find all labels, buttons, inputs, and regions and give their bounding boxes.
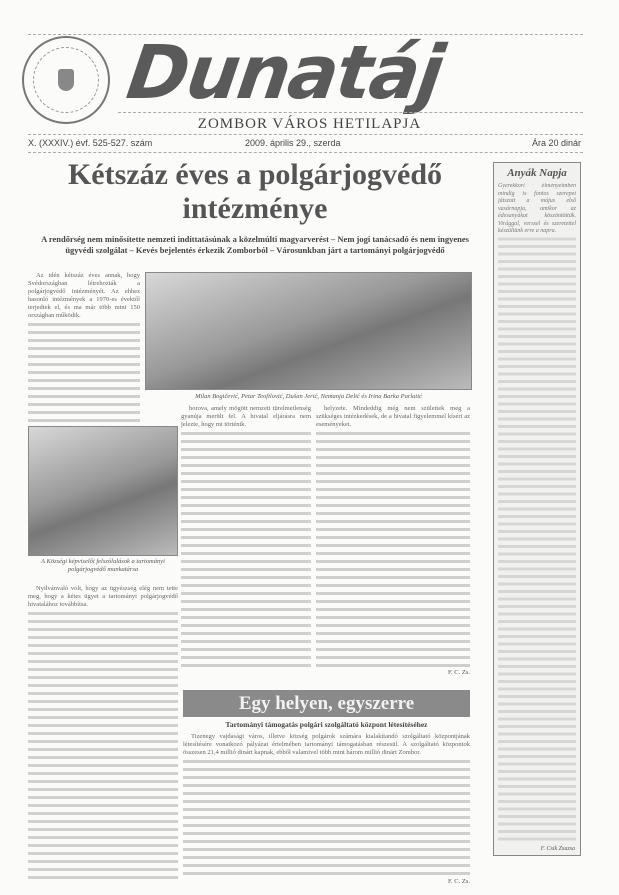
lead-column-3	[181, 405, 311, 670]
lead-headline: Kétszáz éves a polgárjogvédő intézménye	[67, 158, 443, 225]
second-subhead: Tartományi támogatás polgári szolgáltató központ létesítéséhez	[225, 720, 428, 729]
price: Ára 20 dinár	[531, 138, 581, 148]
issue-date: 2009. április 29., szerda	[245, 138, 341, 148]
paragraph: Az idén kétszáz éves annak, hogy Svédországban létrehozták a polgárjogvédő intézményét. Az ehhez hasonló intézmények a 1970-es évektől terjedtek el, és ma már több mint 150 országban működik.	[28, 272, 140, 319]
lead-column-1	[28, 272, 140, 422]
paragraph: Gyerekkori élményeimben mindig is fontos szerepet játszott a május első vasárnapja, amikor az édesanyákat köszöntöttük. Virággal, verssel és szeretettel készültünk erre a napra.	[498, 183, 576, 234]
lead-column-2	[28, 585, 178, 880]
sidebar-title: Anyák Napja	[507, 167, 567, 179]
second-headline: Egy helyen, egyszerre	[183, 690, 470, 717]
author-signoff: F. C. Zs.	[420, 878, 470, 885]
city-seal-logo	[22, 36, 110, 124]
divider	[28, 134, 583, 135]
lead-column-4	[316, 405, 470, 667]
paragraph: Tizenegy vajdasági város, illetve község polgárok számára kialakítandó szolgáltató központjának létesítésére vonatkozó pályázat értelmében tartományi támogatásban részesül. A szolgáltató központok összesen 21,4 millió dinárt kapnak, ebből valamivel több mint három millió dinárt Zombor.	[183, 733, 470, 756]
author-signoff: F. C. Zs.	[420, 669, 470, 676]
masthead-subtitle: ZOMBOR VÁROS HETILAPJA	[197, 116, 422, 132]
paragraph: Nyilvánvaló volt, hogy az ügyészség elég nem tette meg, hogy a kétes ügyet a tartományi polgárjogvédő hivatalához továbbítsa.	[28, 585, 178, 608]
masthead-logo: Dunatáj	[121, 30, 448, 116]
lead-deck: A rendőrség nem minősítette nemzeti indíttatásúnak a közelmúlti magyarverést – Nem jogi tanácsadó és nem ingyenes ügyvédi szolgálat – Kevés bejelentés érkezik Zomborból – Városunkban járt a tartományi polgárjogvédő	[41, 234, 469, 255]
paragraph: helyzete. Mindeddig még nem születtek meg a szükséges intézkedések, de a hivatal figyelemmel kíséri az eseményeket.	[316, 405, 470, 428]
divider	[28, 152, 583, 153]
second-photo	[28, 426, 178, 556]
divider	[118, 112, 583, 113]
issue-number: X. (XXXIV.) évf. 525-527. szám	[28, 138, 153, 148]
photo-caption: Milan Bogičević, Petar Teofilović, Dušan Jerić, Nemanja Delić és Irina Barka Parlatić	[195, 393, 422, 400]
paragraph: borova, amely mögött nemzeti türelmetlenség gyanúja merült fel. A hivatal eljárásra nem jelezte, hogy mi történik.	[181, 405, 311, 428]
photo-caption: A Községi képviselői felszólalások a tartományi polgárjogvédő munkatársa	[41, 558, 165, 573]
second-body	[183, 733, 470, 878]
coat-of-arms-icon	[58, 69, 74, 91]
sidebar-signature: F. Csik Zsuzsa	[540, 846, 575, 852]
sidebar-body	[498, 183, 576, 843]
lead-photo	[145, 272, 472, 390]
sidebar-column	[493, 162, 581, 856]
